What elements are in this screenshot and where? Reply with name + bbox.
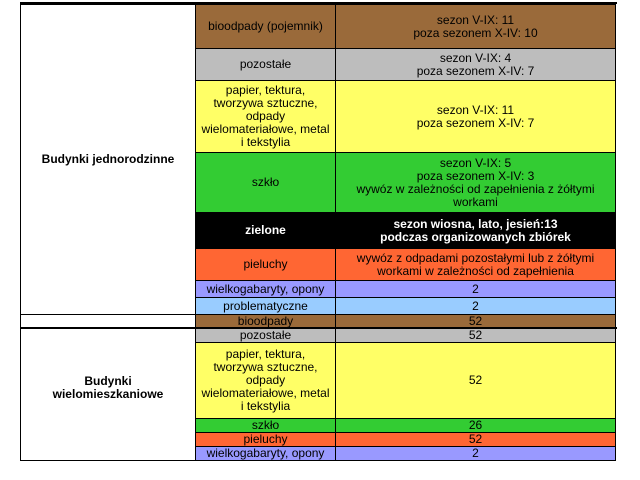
waste-category-cell: pieluchy bbox=[196, 433, 336, 447]
group-divider bbox=[20, 327, 617, 329]
waste-category-cell: szkło bbox=[196, 419, 336, 433]
collection-frequency-cell: sezon V-IX: 11 poza sezonem X-IV: 10 bbox=[336, 5, 616, 49]
waste-category-cell: papier, tektura, tworzywa sztuczne, odpady wielomateriałowe, metal i tekstylia bbox=[196, 343, 336, 419]
waste-category-cell: pozostałe bbox=[196, 329, 336, 343]
schedule-table-body bbox=[21, 5, 616, 461]
waste-category-cell: szkło bbox=[196, 153, 336, 213]
collection-frequency-cell: sezon V-IX: 4 poza sezonem X-IV: 7 bbox=[336, 49, 616, 81]
building-group-label: Budynki jednorodzinne bbox=[21, 5, 196, 315]
collection-frequency-cell: 26 bbox=[336, 419, 616, 433]
waste-category-cell: wielkogabaryty, opony bbox=[196, 281, 336, 298]
waste-category-cell: problematyczne bbox=[196, 298, 336, 315]
waste-category-cell: papier, tektura, tworzywa sztuczne, odpady wielomateriałowe, metal i tekstylia bbox=[196, 81, 336, 153]
collection-frequency-cell: 52 bbox=[336, 343, 616, 419]
collection-frequency-cell: sezon V-IX: 5 poza sezonem X-IV: 3 wywóz w zależności od zapełnienia z żółtymi workami bbox=[336, 153, 616, 213]
collection-frequency-cell: wywóz z odpadami pozostałymi lub z żółtymi workami w zależności od zapełnienia bbox=[336, 249, 616, 281]
waste-category-cell: zielone bbox=[196, 213, 336, 249]
collection-frequency-cell: 2 bbox=[336, 447, 616, 461]
waste-category-cell: bioodpady (pojemnik) bbox=[196, 5, 336, 49]
collection-frequency-cell: sezon wiosna, lato, jesień:13 podczas organizowanych zbiórek bbox=[336, 213, 616, 249]
collection-frequency-cell: 52 bbox=[336, 433, 616, 447]
table-row bbox=[21, 5, 616, 49]
waste-category-cell: wielkogabaryty, opony bbox=[196, 447, 336, 461]
collection-frequency-cell: 2 bbox=[336, 298, 616, 315]
waste-category-cell: pieluchy bbox=[196, 249, 336, 281]
collection-frequency-cell: 52 bbox=[336, 329, 616, 343]
building-group-label: Budynki wielomieszkaniowe bbox=[21, 315, 196, 461]
collection-schedule-table bbox=[20, 4, 616, 461]
collection-frequency-cell: sezon V-IX: 11 poza sezonem X-IV: 7 bbox=[336, 81, 616, 153]
waste-category-cell: pozostałe bbox=[196, 49, 336, 81]
collection-frequency-cell: 2 bbox=[336, 281, 616, 298]
waste-category-cell: bioodpady bbox=[196, 315, 336, 329]
collection-frequency-cell: 52 bbox=[336, 315, 616, 329]
